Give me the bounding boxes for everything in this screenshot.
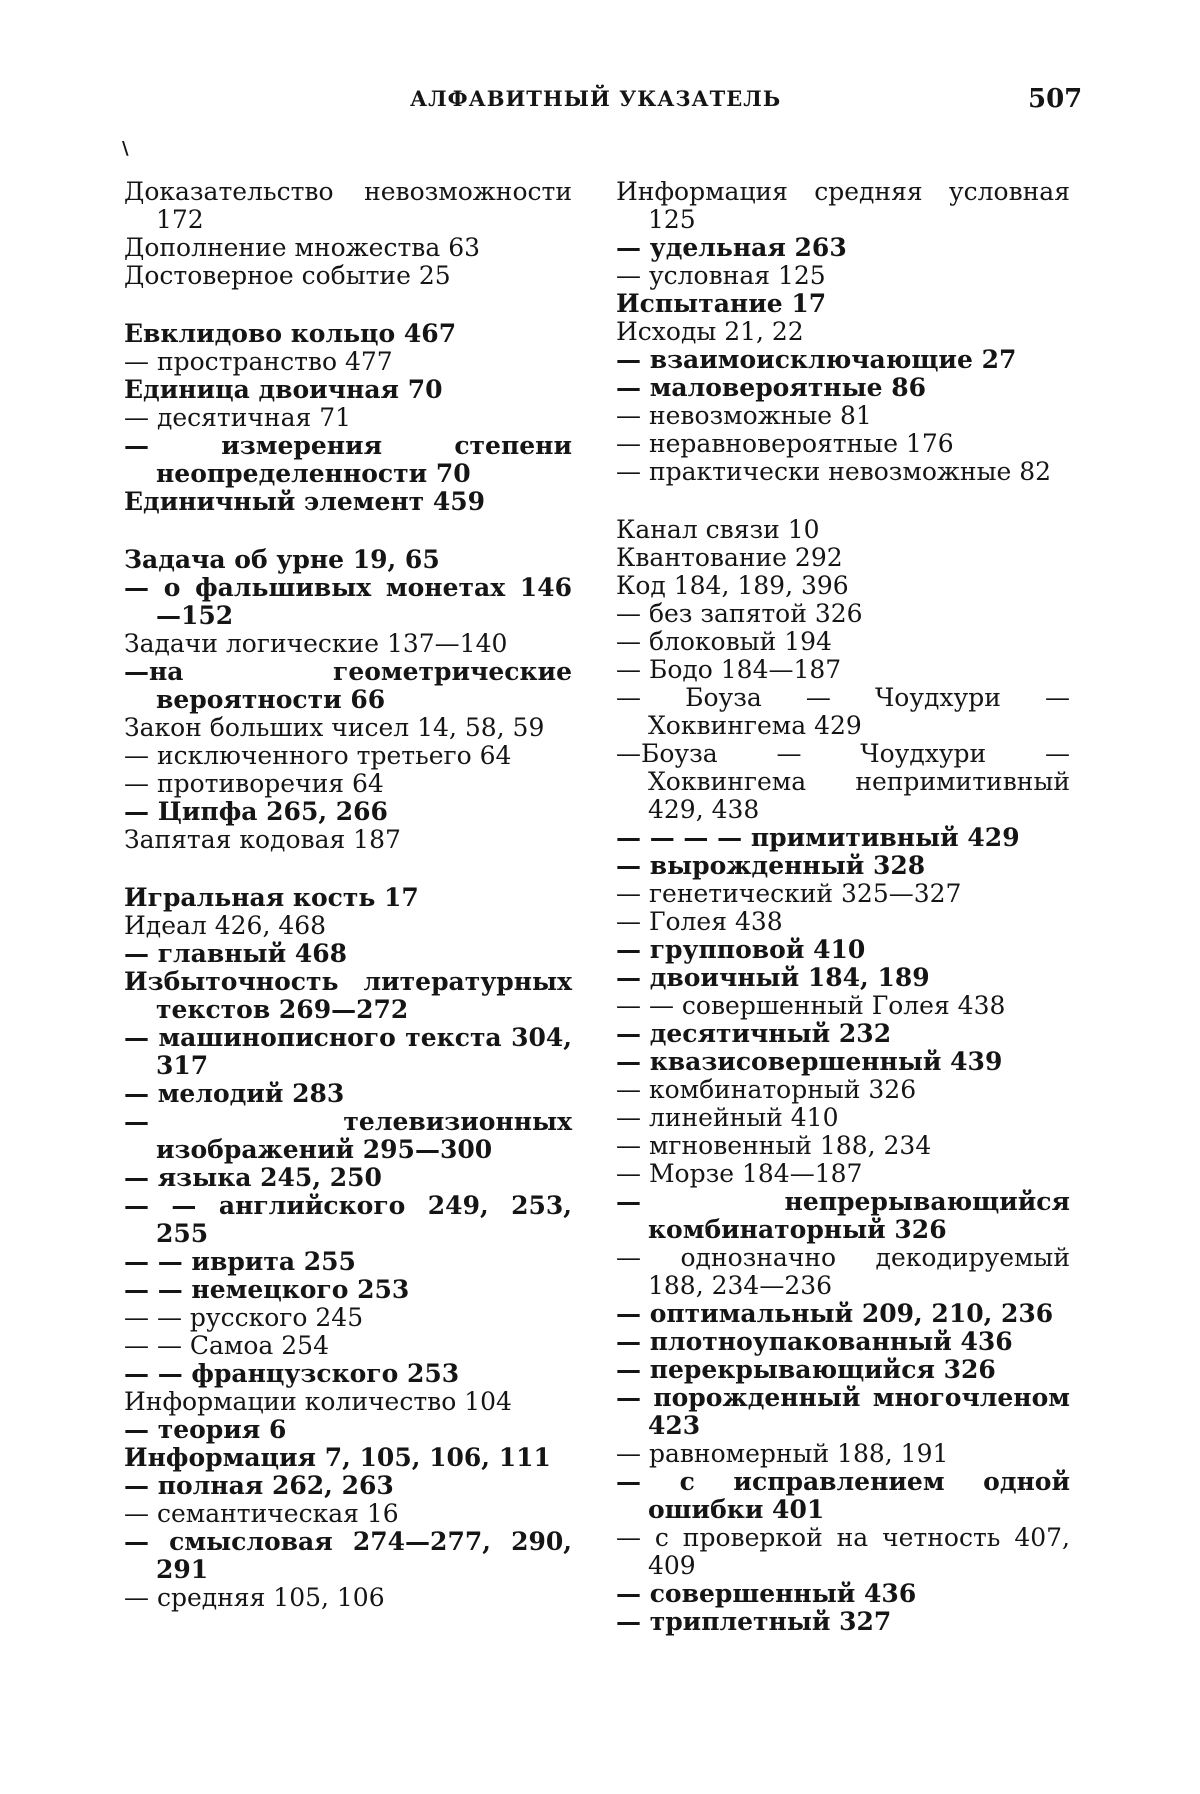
index-entry: — вырожденный 328	[616, 851, 926, 880]
index-entry: — совершенный 436	[616, 1579, 917, 1608]
index-entry: Игральная кость 17	[124, 883, 419, 912]
index-entry: — практически невозможные 82	[616, 457, 1052, 486]
index-entry: — блоковый 194	[616, 627, 832, 656]
index-entry: Канал связи 10	[616, 515, 820, 544]
index-entry: — неравновероятные 176	[616, 429, 954, 458]
index-entry: — квазисовершенный 439	[616, 1047, 1003, 1076]
index-entry: — — Самоа 254	[124, 1331, 329, 1360]
index-entry: — Бодо 184—187	[616, 655, 842, 684]
index-entry: — машинописного текста 304, 317	[124, 1023, 572, 1080]
index-entry: Доказательство невозможности 172	[124, 177, 572, 234]
index-entry: — маловероятные 86	[616, 373, 927, 402]
index-entry: — триплетный 327	[616, 1607, 892, 1636]
index-column-left	[124, 178, 572, 1612]
index-entry: — с исправлением одной ошибки 401	[616, 1467, 1070, 1524]
index-entry: Единица двоичная 70	[124, 375, 443, 404]
index-entry: — — иврита 255	[124, 1247, 356, 1276]
index-entry: — однозначно декодируемый 188, 234—236	[616, 1243, 1070, 1300]
index-entry: — Морзе 184—187	[616, 1159, 863, 1188]
index-entry: Избыточность литературных текстов 269—272	[124, 967, 572, 1024]
index-entry: — перекрывающийся 326	[616, 1355, 996, 1384]
index-entry: — удельная 263	[616, 233, 847, 262]
index-entry: Информация средняя условная 125	[616, 177, 1070, 234]
index-entry: Код 184, 189, 396	[616, 571, 849, 600]
page-header	[0, 84, 1200, 159]
margin-mark: \	[122, 138, 129, 159]
index-entry: — десятичная 71	[124, 403, 352, 432]
index-entry: — — немецкого 253	[124, 1275, 410, 1304]
index-entry: — средняя 105, 106	[124, 1583, 385, 1612]
index-entry: Евклидово кольцо 467	[124, 319, 457, 348]
index-entry: — пространство 477	[124, 347, 393, 376]
index-entry: — генетический 325—327	[616, 879, 962, 908]
index-entry: — Голея 438	[616, 907, 783, 936]
index-entry: Закон больших чисел 14, 58, 59	[124, 713, 545, 742]
index-entry: Достоверное событие 25	[124, 261, 451, 290]
index-entry: Испытание 17	[616, 289, 827, 318]
index-entry: Единичный элемент 459	[124, 487, 486, 516]
index-entry: — Ципфа 265, 266	[124, 797, 388, 826]
index-column-right	[616, 178, 1070, 1636]
index-entry: — — русского 245	[124, 1303, 364, 1332]
index-entry: — — французского 253	[124, 1359, 460, 1388]
index-entry: — семантическая 16	[124, 1499, 399, 1528]
index-entry: — главный 468	[124, 939, 348, 968]
index-entry: Задачи логические 137—140	[124, 629, 508, 658]
index-entry: — измерения степени неопределенности 70	[124, 431, 572, 488]
index-entry: — — английского 249, 253, 255	[124, 1191, 572, 1248]
index-entry: — невозможные 81	[616, 401, 872, 430]
index-entry: — полная 262, 263	[124, 1471, 394, 1500]
index-entry: Задача об урне 19, 65	[124, 545, 440, 574]
index-entry: — взаимоисключающие 27	[616, 345, 1017, 374]
index-entry: — мгновенный 188, 234	[616, 1131, 932, 1160]
index-entry: Исходы 21, 22	[616, 317, 804, 346]
index-entry: — комбинаторный 326	[616, 1075, 917, 1104]
index-entry: — равномерный 188, 191	[616, 1439, 949, 1468]
index-entry: Информация 7, 105, 106, 111	[124, 1443, 551, 1472]
index-entry: — без запятой 326	[616, 599, 863, 628]
index-entry: — двоичный 184, 189	[616, 963, 930, 992]
index-entry: — порожденный многочленом 423	[616, 1383, 1070, 1440]
index-entry: Запятая кодовая 187	[124, 825, 401, 854]
index-entry: — языка 245, 250	[124, 1163, 382, 1192]
running-head: АЛФАВИТНЫЙ УКАЗАТЕЛЬ	[410, 86, 782, 111]
index-entry: — плотноупакованный 436	[616, 1327, 1013, 1356]
index-entry: — — совершенный Голея 438	[616, 991, 1006, 1020]
index-entry: — о фальшивых монетах 146—152	[124, 573, 572, 630]
index-entry: — групповой 410	[616, 935, 866, 964]
page-number: 507	[1028, 84, 1083, 114]
index-entry: — условная 125	[616, 261, 826, 290]
index-entry: — с проверкой на четность 407, 409	[616, 1523, 1070, 1580]
index-entry: Дополнение множества 63	[124, 233, 481, 262]
index-entry: — телевизионных изображений 295—300	[124, 1107, 572, 1164]
index-entry: —Боуза — Чоудхури — Хоквингема непримитивный 429, 438	[616, 739, 1070, 824]
index-entry: — непрерывающийся комбинаторный 326	[616, 1187, 1070, 1244]
index-entry: Информации количество 104	[124, 1387, 512, 1416]
index-entry: —на геометрические вероятности 66	[124, 657, 572, 714]
index-entry: — десятичный 232	[616, 1019, 892, 1048]
index-entry: — — — — примитивный 429	[616, 823, 1020, 852]
index-entry: — оптимальный 209, 210, 236	[616, 1299, 1054, 1328]
index-entry: Идеал 426, 468	[124, 911, 327, 940]
index-entry: — смысловая 274—277, 290, 291	[124, 1527, 572, 1584]
index-entry: — исключенного третьего 64	[124, 741, 512, 770]
index-entry: — Боуза — Чоудхури — Хоквингема 429	[616, 683, 1070, 740]
index-entry: — линейный 410	[616, 1103, 839, 1132]
index-entry: — противоречия 64	[124, 769, 384, 798]
index-entry: Квантование 292	[616, 543, 843, 572]
index-entry: — мелодий 283	[124, 1079, 345, 1108]
index-entry: — теория 6	[124, 1415, 287, 1444]
